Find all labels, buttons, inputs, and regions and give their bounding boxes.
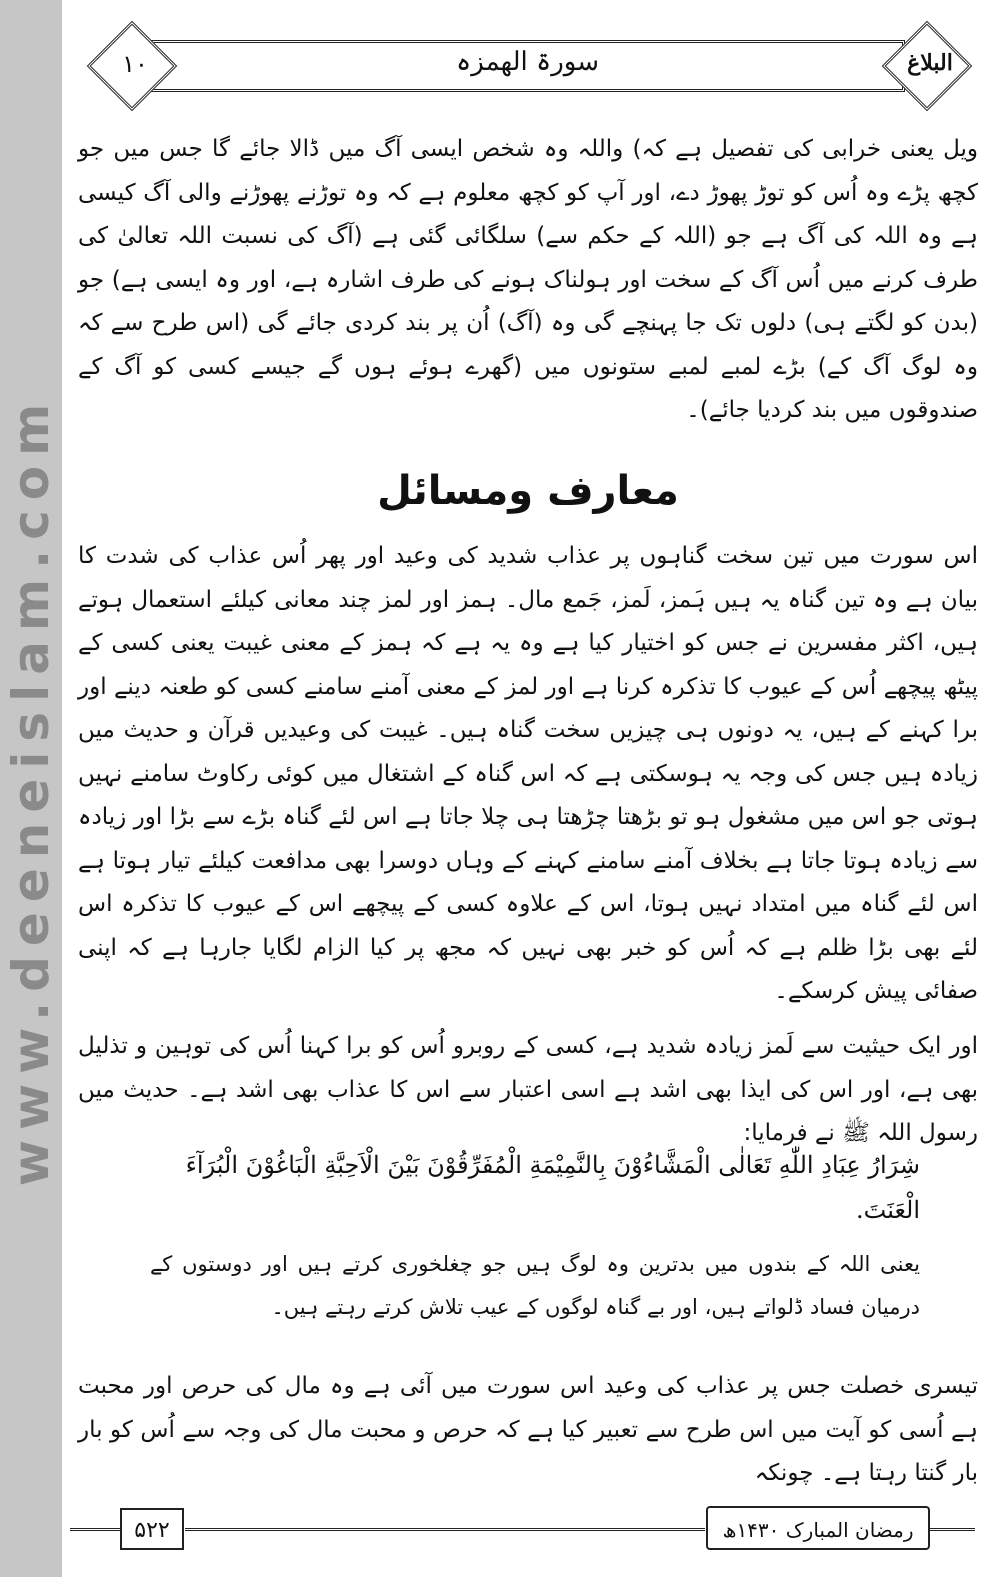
header-title-band xyxy=(150,40,905,92)
footer-rule xyxy=(185,1528,705,1531)
al-balagh-logo: البلاغ xyxy=(907,50,953,76)
footer-rule xyxy=(70,1528,120,1531)
page-footer xyxy=(70,1498,975,1558)
surah-title: سورۃ الھمزہ xyxy=(455,47,599,77)
website-watermark xyxy=(0,0,62,1577)
header-page-number: ١٠ xyxy=(122,50,148,78)
tafsir-paragraph: ویل یعنی خرابی کی تفصیل ہے کہ) واللہ وہ شخص ایسی آگ میں ڈالا جائے گا جس میں جو کچھ پڑے وہ اُس کو توڑ پھوڑ دے، اور آپ کو کچھ معلوم ہے کہ وہ توڑنے پھوڑنے والی آگ کیسی ہے وہ اللہ کی آگ ہے جو (اللہ کے حکم سے) سلگائی گئی ہے (آگ کی نسبت اللہ تعالیٰ کی طرف کرنے میں اُس آگ کے سخت اور ہولناک ہونے کی طرف اشارہ ہے، اور وہ ایسی ہے) جو (بدن کو لگتے ہی) دلوں تک جا پہنچے گی وہ (آگ) اُن پر بند کردی جائے گی (اس طرح سے کہ وہ لوگ آگ کے) بڑے لمبے لمبے ستونوں میں (گھرے ہوئے ہوں گے جیسے کسی کو آگ کے صندوقوں میں بند کردیا جائے)۔ xyxy=(78,136,978,423)
watermark-text: www.deeneislam.com xyxy=(2,393,60,1187)
footer-page-number: ۵۲۲ xyxy=(120,1508,184,1550)
issue-date: رمضان المبارک ۱۴۳۰ھ xyxy=(706,1506,930,1550)
footer-rule xyxy=(930,1528,975,1531)
commentary-paragraph-2: اور ایک حیثیت سے لَمز زیادہ شدید ہے، کسی کے روبرو اُس کو برا کہنا اُس کی توہین و تذلیل بھی ہے، اور اس کی ایذا بھی اشد ہے اسی اعتبار سے اس کا عذاب بھی اشد ہے۔ حدیث میں رسول اللہ ﷺ نے فرمایا: xyxy=(78,1033,978,1146)
page-header xyxy=(80,30,985,110)
commentary-paragraph-3: تیسری خصلت جس پر عذاب کی وعید اس سورت میں آئی ہے وہ مال کی حرص اور محبت ہے اُسی کو آیت میں اس طرح سے تعبیر کیا ہے کہ حرص و محبت مال کی وجہ سے اُس کو بار بار گنتا رہتا ہے۔ چونکہ xyxy=(78,1373,978,1486)
section-heading: معارف ومسائل xyxy=(377,468,679,514)
hadith-arabic-text: شِرَارُ عِبَادِ اللّٰهِ تَعَالٰی الْمَشَّاءُوْنَ بِالنَّمِیْمَةِ الْمُفَرِّقُوْنَ بَیْنَ الْاَحِبَّةِ الْبَاغُوْنَ الْبُرَآءَ الْعَنَتَ. xyxy=(185,1151,920,1224)
commentary-paragraph: اس سورت میں تین سخت گناہوں پر عذاب شدید کی وعید اور پھر اُس عذاب کی شدت کا بیان ہے وہ تین گناہ یہ ہیں ہَمز، لَمز، جَمع مال۔ ہمز اور لمز چند معانی کیلئے استعمال ہوتے ہیں، اکثر مفسرین نے جس کو اختیار کیا ہے وہ یہ ہے کہ ہمز کے معنی غیبت یعنی کسی کے پیٹھ پیچھے اُس کے عیوب کا تذکرہ کرنا ہے اور لمز کے معنی آمنے سامنے کسی کو طعنہ دینے اور برا کہنے کے ہیں، یہ دونوں ہی چیزیں سخت گناہ ہیں۔ غیبت کی وعیدیں قرآن و حدیث میں زیادہ ہیں جس کی وجہ یہ ہوسکتی ہے کہ اس گناہ کے اشتغال میں کوئی رکاوٹ سامنے نہیں ہوتی جو اس میں مشغول ہو تو بڑھتا چڑھتا ہی چلا جاتا ہے اس لئے گناہ بڑے سے بڑا اور زیادہ سے زیادہ ہوتا جاتا ہے بخلاف آمنے سامنے کہنے کے وہاں دوسرا بھی مدافعت کیلئے تیار ہوتا ہے اس لئے گناہ میں امتداد نہیں ہوتا، اس کے علاوہ کسی کے پیچھے اس کے عیوب کا تذکرہ اس لئے بھی بڑا ظلم ہے کہ اُس کو خبر بھی نہیں کہ مجھ پر کیا الزام لگایا جارہا ہے کہ اپنی صفائی پیش کرسکے۔ xyxy=(78,543,978,1004)
hadith-translation: یعنی اللہ کے بندوں میں بدترین وہ لوگ ہیں جو چغلخوری کرتے ہیں اور دوستوں کے درمیان فساد ڈلواتے ہیں، اور بے گناہ لوگوں کے عیب تلاش کرتے رہتے ہیں۔ xyxy=(150,1252,920,1319)
